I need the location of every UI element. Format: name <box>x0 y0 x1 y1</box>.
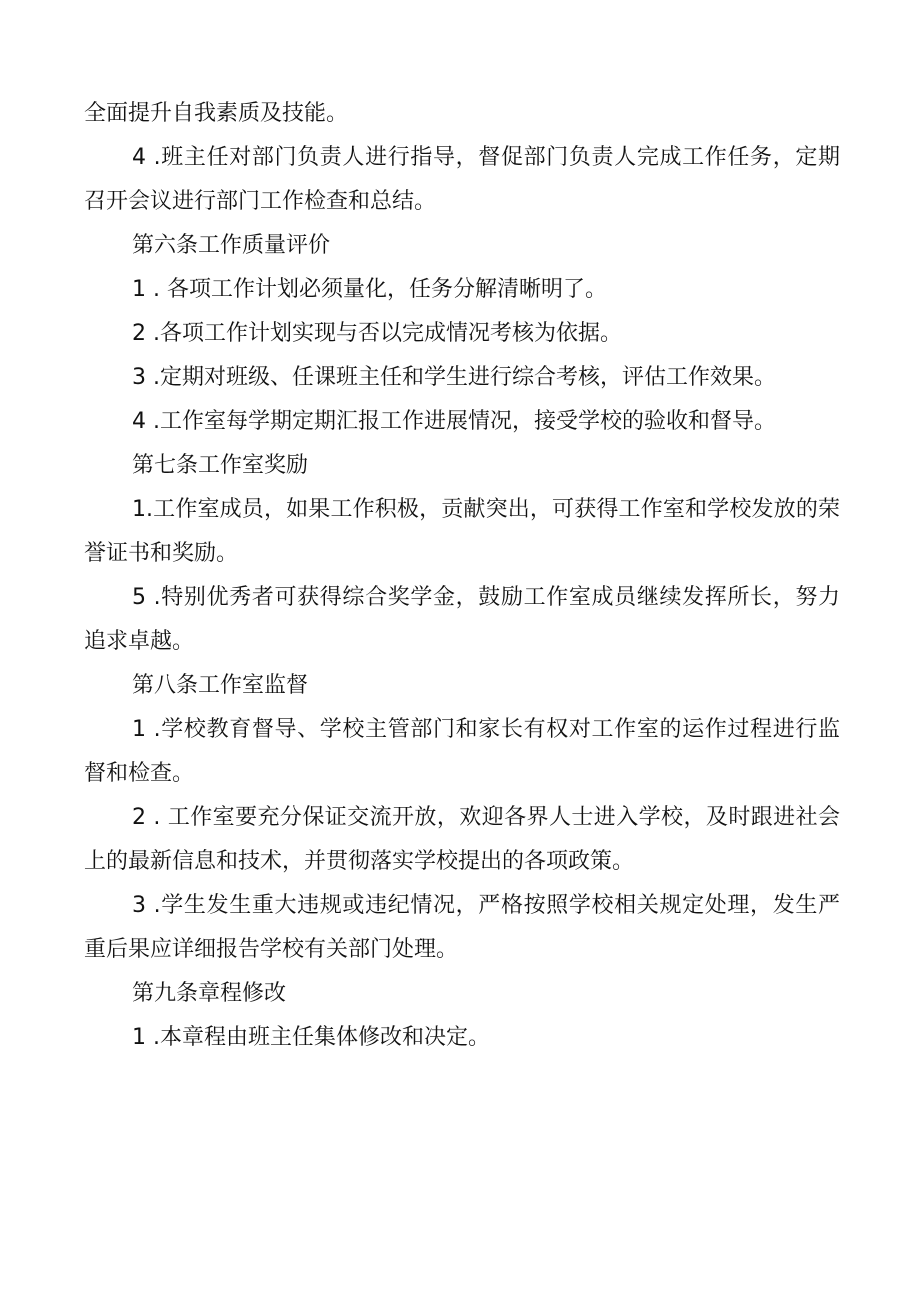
section-heading: 第六条工作质量评价 <box>132 233 331 258</box>
paragraph-item: 1 .学校教育督导、学校主管部门和家长有权对工作室的运作过程进行监督和检查。 <box>84 717 840 786</box>
section-heading: 第九条章程修改 <box>132 981 287 1006</box>
paragraph-item: 3 .定期对班级、任课班主任和学生进行综合考核，评估工作效果。 <box>132 365 776 390</box>
section-heading: 第七条工作室奖励 <box>132 453 309 478</box>
paragraph-item: 4 .工作室每学期定期汇报工作进展情况，接受学校的验收和督导。 <box>132 409 776 434</box>
paragraph-item: 4 .班主任对部门负责人进行指导，督促部门负责人完成工作任务，定期召开会议进行部门工作检查和总结。 <box>84 145 840 214</box>
paragraph-item: 3 .学生发生重大违规或违纪情况，严格按照学校相关规定处理，发生严重后果应详细报告学校有关部门处理。 <box>84 893 840 962</box>
document-body <box>84 92 840 1060</box>
paragraph-continuation: 全面提升自我素质及技能。 <box>84 101 349 126</box>
paragraph-item: 1 .本章程由班主任集体修改和决定。 <box>132 1025 490 1050</box>
paragraph-item: 2 .各项工作计划实现与否以完成情况考核为依据。 <box>132 321 622 346</box>
paragraph-item: 2 . 工作室要充分保证交流开放，欢迎各界人士进入学校，及时跟进社会上的最新信息和技术，并贯彻落实学校提出的各项政策。 <box>84 805 840 874</box>
paragraph-item: 1 . 各项工作计划必须量化，任务分解清晰明了。 <box>132 277 607 302</box>
paragraph-item: 1.工作室成员，如果工作积极，贡献突出，可获得工作室和学校发放的荣誉证书和奖励。 <box>84 497 840 566</box>
paragraph-item: 5 .特别优秀者可获得综合奖学金，鼓励工作室成员继续发挥所长，努力追求卓越。 <box>84 585 840 654</box>
section-heading: 第八条工作室监督 <box>132 673 309 698</box>
